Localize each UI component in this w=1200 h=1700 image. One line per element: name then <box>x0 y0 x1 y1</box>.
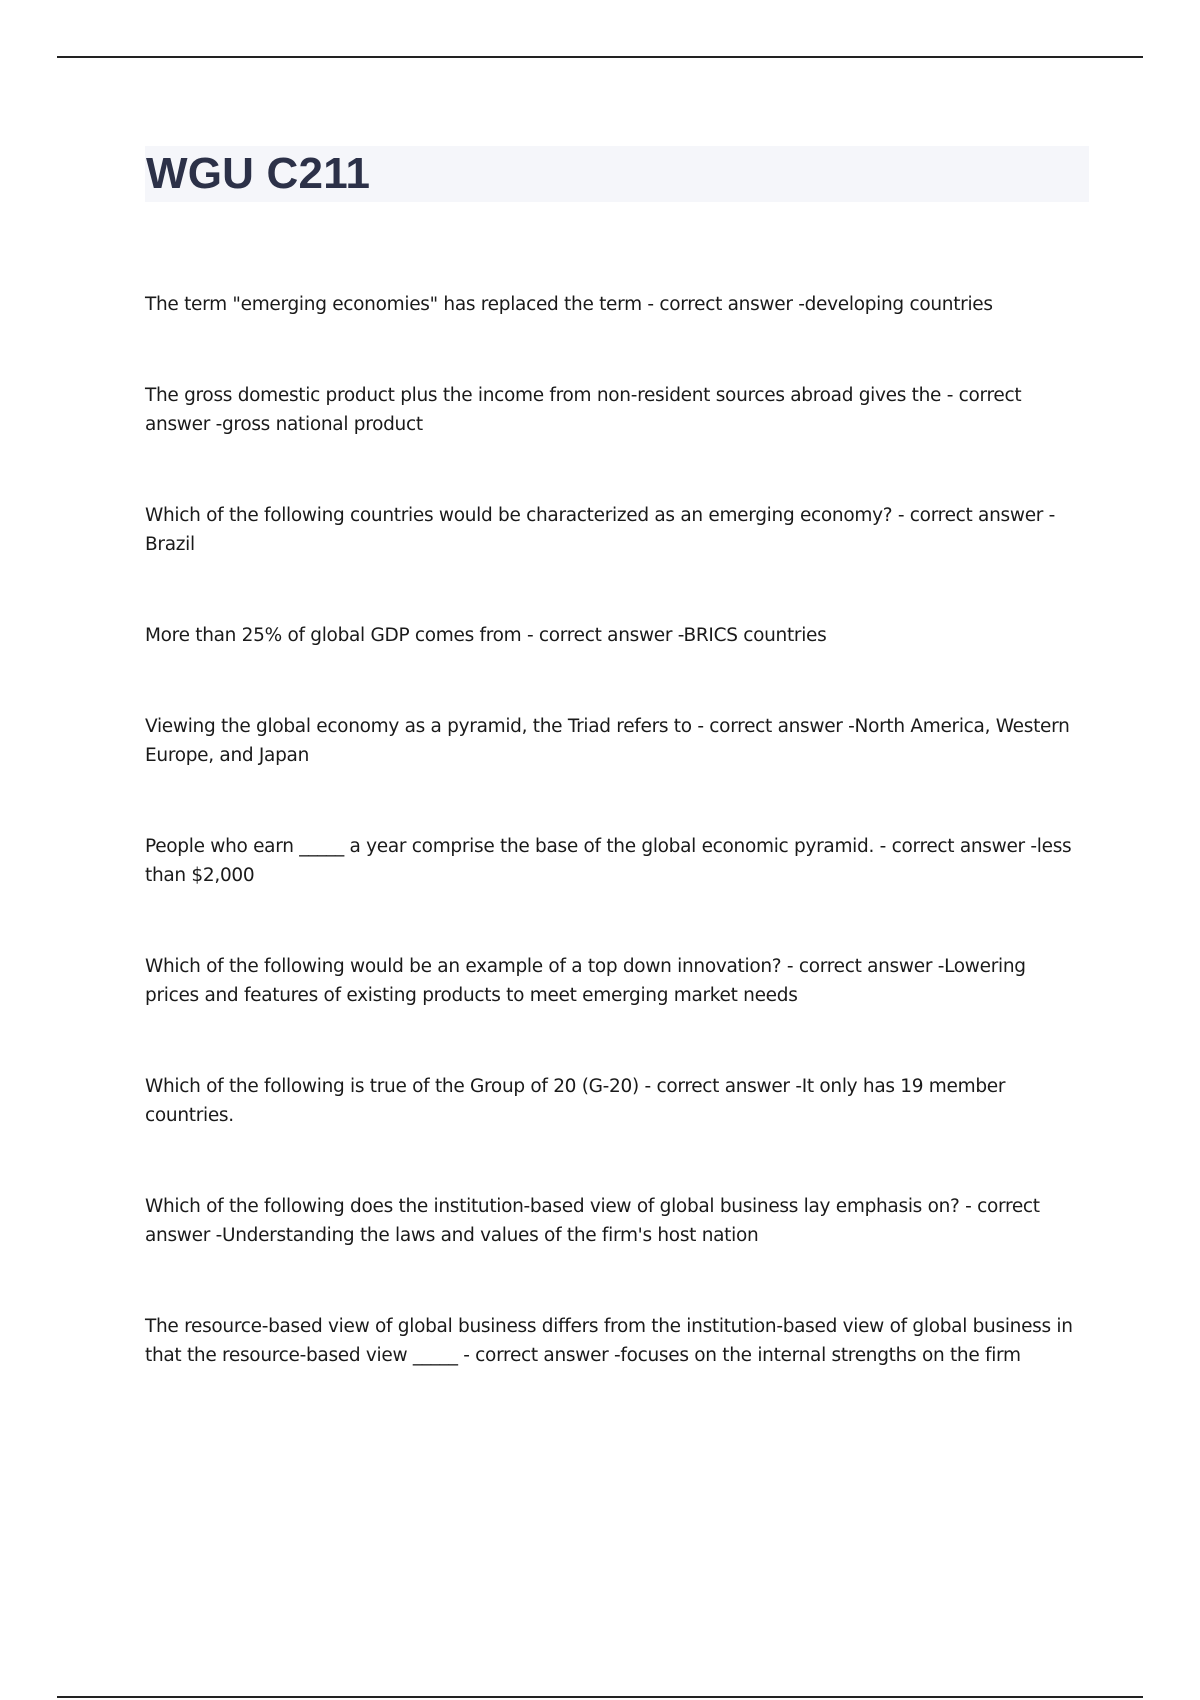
qa-item-7: Which of the following would be an example of a top down innovation? - correct answer -Lowering prices and features of existing products to meet emerging market needs <box>145 956 1026 1006</box>
bottom-rule <box>57 1696 1143 1698</box>
qa-item-10: The resource-based view of global business differs from the institution-based view of global business in that the resource-based view _____ - correct answer -focuses on the internal strengths on the firm <box>145 1316 1073 1366</box>
qa-item-2: The gross domestic product plus the income from non-resident sources abroad gives the - correct answer -gross national product <box>145 385 1022 435</box>
qa-item-6: People who earn _____ a year comprise the base of the global economic pyramid. - correct answer -less than $2,000 <box>145 836 1072 886</box>
top-rule <box>57 56 1143 58</box>
qa-item-5: Viewing the global economy as a pyramid, the Triad refers to - correct answer -North America, Western Europe, and Japan <box>145 716 1070 766</box>
qa-item-8: Which of the following is true of the Group of 20 (G-20) - correct answer -It only has 19 member countries. <box>145 1076 1006 1126</box>
qa-item-3: Which of the following countries would be characterized as an emerging economy? - correct answer -Brazil <box>145 505 1056 555</box>
qa-list <box>145 290 1085 1432</box>
qa-item-1: The term "emerging economies" has replaced the term - correct answer -developing countries <box>145 294 993 315</box>
qa-item-9: Which of the following does the institution-based view of global business lay emphasis on? - correct answer -Understanding the laws and values of the firm's host nation <box>145 1196 1040 1246</box>
document-title: WGU C211 <box>146 149 371 198</box>
qa-item-4: More than 25% of global GDP comes from - correct answer -BRICS countries <box>145 625 827 646</box>
